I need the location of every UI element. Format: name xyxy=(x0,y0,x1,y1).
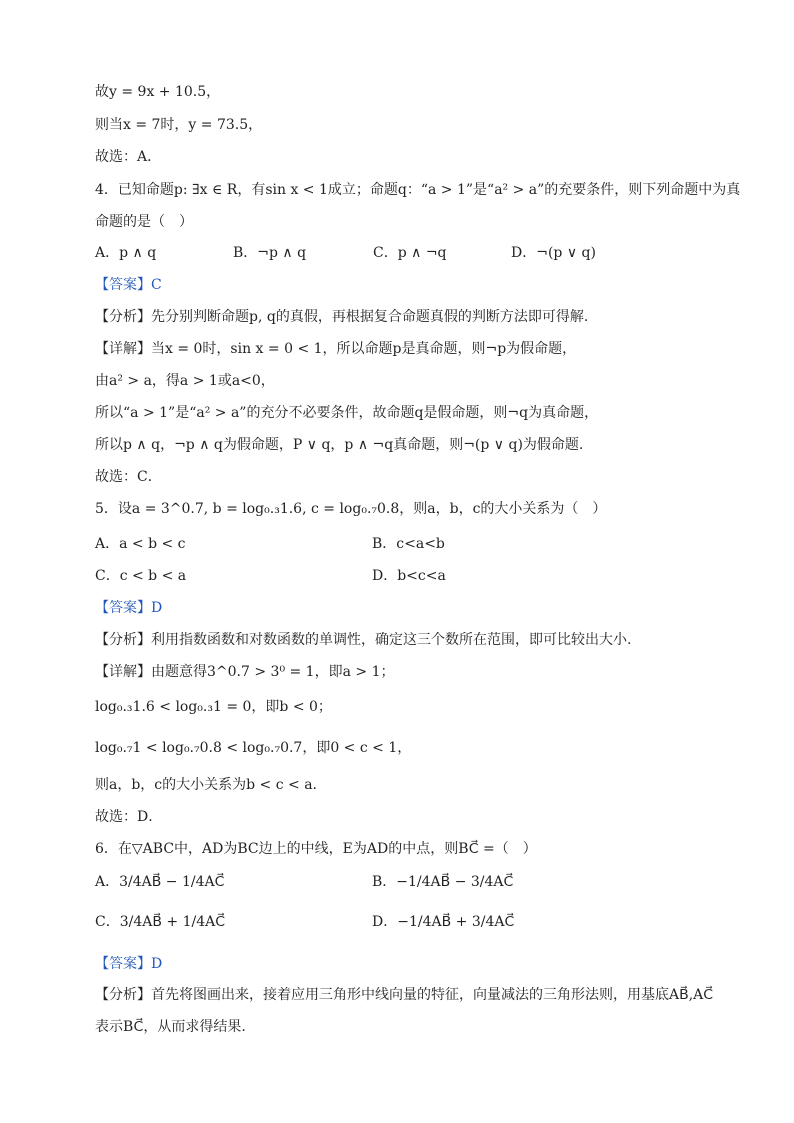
q6-option-a: A．3/4AB⃗ − 1/4AC⃗ xyxy=(95,874,225,890)
text-line: 故选：A． xyxy=(95,149,162,165)
text-line: 故选：D． xyxy=(95,809,163,825)
text-line: 故y = 9x + 10.5， xyxy=(95,84,221,100)
q5-option-c: C．c < b < a xyxy=(95,568,187,584)
text-line: 由a² > a，得a > 1或a<0， xyxy=(95,373,275,389)
q4-option-a: A．p ∧ q xyxy=(95,245,157,261)
q4-option-d: D．¬(p ∨ q) xyxy=(511,245,596,261)
q6-option-b: B．−1/4AB⃗ − 3/4AC⃗ xyxy=(372,874,514,890)
q4-option-c: C．p ∧ ¬q xyxy=(373,245,447,261)
q6-analysis: 【分析】首先将图画出来，接着应用三角形中线向量的特征，向量减法的三角形法则，用基底AB⃗,AC⃗ xyxy=(95,987,714,1003)
q5-detail: 【详解】由题意得3^0.7 > 3⁰ = 1，即a > 1； xyxy=(95,664,395,680)
question-5-stem: 5．设a = 3^0.7, b = log₀.₃1.6, c = log₀.₇0.8，则a，b，c的大小关系为（ ） xyxy=(95,501,607,517)
text-line: 表示BC⃗，从而求得结果. xyxy=(95,1019,246,1035)
text-line: 故选：C． xyxy=(95,469,162,485)
q6-option-c: C．3/4AB⃗ + 1/4AC⃗ xyxy=(95,914,226,930)
question-6-stem: 6．在▽ABC中，AD为BC边上的中线，E为AD的中点，则BC⃗ =（ ） xyxy=(95,841,537,857)
q4-analysis: 【分析】先分别判断命题p, q的真假，再根据复合命题真假的判断方法即可得解. xyxy=(95,309,589,325)
q6-option-d: D．−1/4AB⃗ + 3/4AC⃗ xyxy=(372,914,515,930)
text-line: 则a，b，c的大小关系为b < c < a. xyxy=(95,777,318,793)
text-line: 则当x = 7时，y = 73.5， xyxy=(95,117,263,133)
text-line: log₀.₃1.6 < log₀.₃1 = 0，即b < 0； xyxy=(95,699,332,715)
q5-option-d: D．b<c<a xyxy=(372,568,446,584)
question-4-stem-cont: 命题的是（ ） xyxy=(95,214,193,230)
question-4-stem: 4．已知命题p: ∃x ∈ R，有sin x < 1成立；命题q：“a > 1”是“a² > a”的充要条件，则下列命题中为真 xyxy=(95,182,741,198)
q6-answer: 【答案】D xyxy=(95,956,163,972)
q5-analysis: 【分析】利用指数函数和对数函数的单调性，确定这三个数所在范围，即可比较出大小. xyxy=(95,632,632,648)
q5-answer: 【答案】D xyxy=(95,600,163,616)
q4-option-b: B．¬p ∧ q xyxy=(233,245,307,261)
text-line: 所以“a > 1”是“a² > a”的充分不必要条件，故命题q是假命题，则¬q为真命题， xyxy=(95,405,599,421)
q5-option-a: A．a < b < c xyxy=(95,536,186,552)
q5-option-b: B．c<a<b xyxy=(372,536,445,552)
q4-answer: 【答案】C xyxy=(95,277,162,293)
text-line: 所以p ∧ q，¬p ∧ q为假命题，P ∨ q，p ∧ ¬q真命题，则¬(p ∨ q)为假命题. xyxy=(95,437,584,453)
q4-detail: 【详解】当x = 0时，sin x = 0 < 1，所以命题p是真命题，则¬p为假命题， xyxy=(95,341,577,357)
text-line: log₀.₇1 < log₀.₇0.8 < log₀.₇0.7，即0 < c < 1， xyxy=(95,740,412,756)
